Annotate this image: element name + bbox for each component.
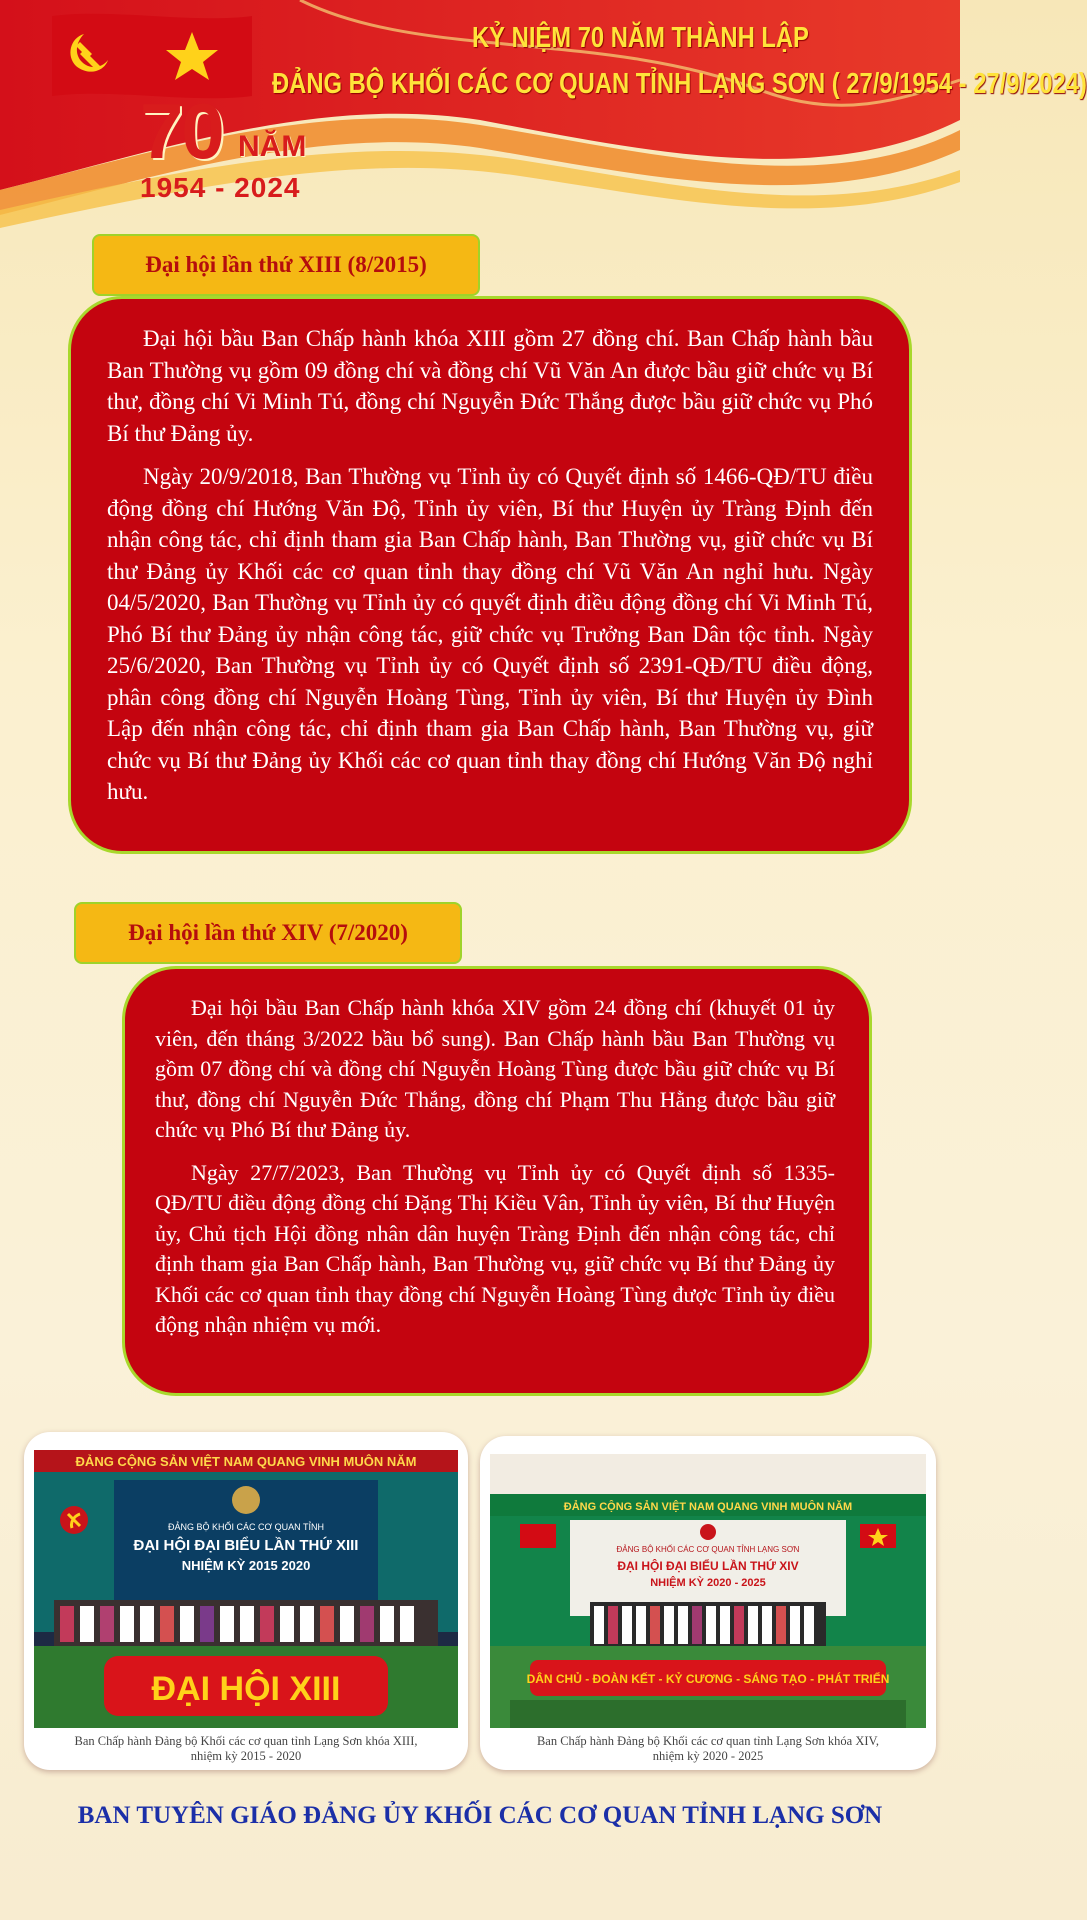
section-xiv-panel — [122, 966, 872, 1396]
anniversary-years: 1954 - 2024 — [140, 172, 301, 203]
anniversary-unit: NĂM — [238, 130, 307, 163]
section-xiii-paragraph-2: Ngày 20/9/2018, Ban Thường vụ Tỉnh ủy có Quyết định số 1466-QĐ/TU điều động đồng chí Hướng Văn Độ, Tỉnh ủy viên, Bí thư Huyện ủy Tràng Định đến nhận công tác, chỉ định tham gia Ban Chấp hành, Ban Thường vụ, giữ chức vụ Bí thư Đảng ủy Khối các cơ quan tỉnh thay đồng chí Vũ Văn An nghỉ hưu. Ngày 04/5/2020, Ban Thường vụ Tỉnh ủy có quyết định điều động đồng chí Vi Minh Tú, Phó Bí thư Đảng ủy nhận công tác, giữ chức vụ Trưởng Ban Dân tộc tỉnh. Ngày 25/6/2020, Ban Thường vụ Tỉnh ủy có Quyết định số 2391-QĐ/TU điều động, phân công đồng chí Nguyễn Hoàng Tùng, Tỉnh ủy viên, Bí thư Huyện ủy Đình Lập đến nhận công tác, chỉ định tham gia Ban Chấp hành, Ban Thường vụ, giữ chức vụ Bí thư Đảng ủy Khối các cơ quan tỉnh thay đồng chí Hướng Văn Độ nghỉ hưu. — [107, 464, 873, 804]
photo1-caption-line2: nhiệm kỳ 2015 - 2020 — [190, 1749, 302, 1763]
photo-congress-xiii — [34, 1450, 458, 1728]
photo-congress-xiv — [490, 1454, 926, 1728]
photo2-term: NHIỆM KỲ 2020 - 2025 — [650, 1577, 766, 1589]
hammer-sickle-icon — [60, 1506, 88, 1534]
page-title-line2: ĐẢNG BỘ KHỐI CÁC CƠ QUAN TỈNH LẠNG SƠN ( 27/9/1954 - 27/9/2024) — [272, 68, 1087, 100]
photo2-caption-line2: nhiệm kỳ 2020 - 2025 — [652, 1749, 764, 1763]
section-xiv-paragraph-1: Đại hội bầu Ban Chấp hành khóa XIV gồm 24 đồng chí (khuyết 01 ủy viên, đến tháng 3/2022 bầu bổ sung). Ban Chấp hành bầu Ban Thường vụ gồm 07 đồng chí và đồng chí Nguyễn Hoàng Tùng được bầu giữ chức vụ Bí thư, đồng chí Nguyễn Đức Thắng, đồng chí Phạm Thu Hằng được bầu giữ chức vụ Phó Bí thư Đảng ủy. — [155, 995, 835, 1142]
photo2-org: ĐẢNG BỘ KHỐI CÁC CƠ QUAN TỈNH LẠNG SƠN — [616, 1545, 800, 1554]
photo1-banner: ĐẢNG CỘNG SẢN VIỆT NAM QUANG VINH MUÔN NĂM — [75, 1454, 417, 1469]
photo1-term: NHIỆM KỲ 2015 2020 — [181, 1558, 311, 1573]
photo-card-xiii — [24, 1432, 468, 1770]
photo2-banner: ĐẢNG CỘNG SẢN VIỆT NAM QUANG VINH MUÔN NĂM — [563, 1501, 853, 1513]
section-xiii-paragraph-1: Đại hội bầu Ban Chấp hành khóa XIII gồm 27 đồng chí. Ban Chấp hành bầu Ban Thường vụ gồm 09 đồng chí và đồng chí Vũ Văn An được bầu giữ chức vụ Bí thư, đồng chí Vi Minh Tú, đồng chí Nguyễn Đức Thắng được bầu giữ chức vụ Phó Bí thư Đảng ủy. — [107, 326, 873, 446]
photo1-org: ĐẢNG BỘ KHỐI CÁC CƠ QUAN TỈNH — [167, 1522, 325, 1532]
page-title-line1: KỶ NIỆM 70 NĂM THÀNH LẬP — [472, 22, 809, 54]
photo2-stage-text: DÂN CHỦ - ĐOÀN KẾT - KỶ CƯƠNG - SÁNG TẠO - PHÁT TRIỂN — [526, 1672, 890, 1686]
photo1-event: ĐẠI HỘI ĐẠI BIỂU LẦN THỨ XIII — [133, 1537, 359, 1554]
photo-card-xiv — [480, 1436, 936, 1770]
section-xiii-tab: Đại hội lần thứ XIII (8/2015) — [92, 234, 480, 296]
photo2-caption-line1: Ban Chấp hành Đảng bộ Khối các cơ quan tỉnh Lạng Sơn khóa XIV, — [536, 1734, 880, 1748]
anniversary-number: 70 — [140, 87, 223, 175]
section-xiv-paragraph-2: Ngày 27/7/2023, Ban Thường vụ Tỉnh ủy có Quyết định số 1335-QĐ/TU điều động đồng chí Đặng Thị Kiều Vân, Tỉnh ủy viên, Bí thư Huyện ủy, Chủ tịch Hội đồng nhân dân huyện Tràng Định đến nhận công tác, chỉ định tham gia Ban Chấp hành, Ban Thường vụ, giữ chức vụ Bí thư Đảng ủy Khối các cơ quan tỉnh thay đồng chí Nguyễn Hoàng Tùng được Tỉnh ủy điều động nhận nhiệm vụ mới. — [155, 1159, 835, 1337]
section-xiv-tab: Đại hội lần thứ XIV (7/2020) — [74, 902, 462, 964]
photo2-event: ĐẠI HỘI ĐẠI BIỂU LẦN THỨ XIV — [617, 1559, 799, 1573]
footer-organization: BAN TUYÊN GIÁO ĐẢNG ỦY KHỐI CÁC CƠ QUAN TỈNH LẠNG SƠN — [77, 1802, 883, 1829]
delegates-row — [54, 1600, 438, 1646]
photo1-stage-text: ĐẠI HỘI XIII — [151, 1670, 341, 1708]
delegates-row — [590, 1602, 826, 1646]
section-xiii-panel — [68, 296, 912, 854]
photo1-caption-line1: Ban Chấp hành Đảng bộ Khối các cơ quan tỉnh Lạng Sơn khóa XIII, — [74, 1734, 418, 1748]
